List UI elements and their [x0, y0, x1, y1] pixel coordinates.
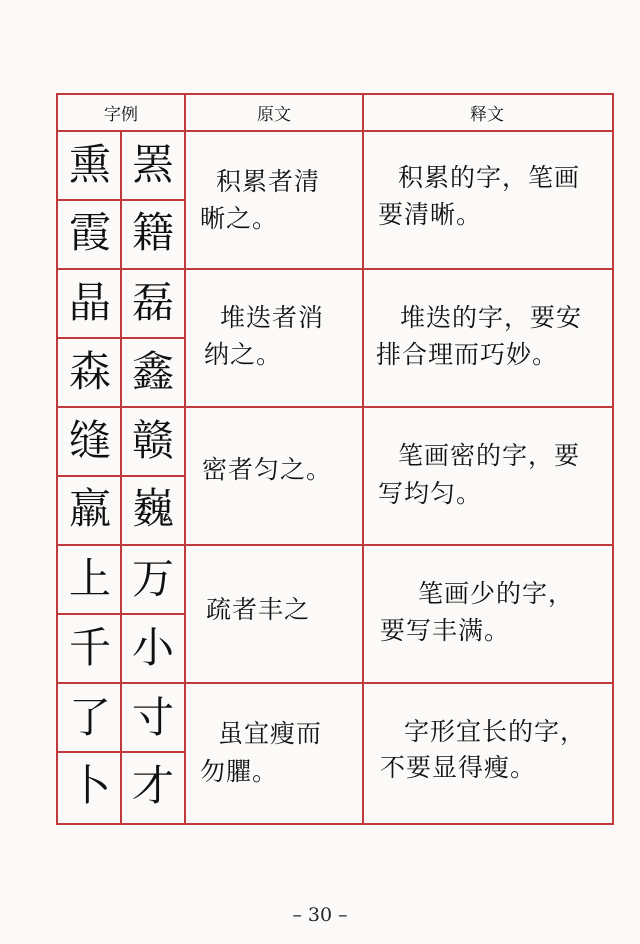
row-divider: [56, 268, 612, 270]
explanation-text-line: 要写丰满。: [380, 616, 511, 645]
explanation-text-line: 要清晰。: [378, 200, 483, 229]
example-char: 磊: [131, 278, 174, 327]
header-divider: [56, 130, 612, 132]
original-text-line: 纳之。: [204, 340, 283, 369]
example-char: 才: [131, 761, 174, 810]
example-char: 上: [68, 554, 111, 603]
explanation-text-line: 堆迭的字，要安: [400, 303, 583, 332]
example-char: 赣: [131, 416, 174, 465]
original-text-line: 疏者丰之: [206, 595, 311, 624]
original-text-line: 堆迭者消: [220, 303, 325, 332]
original-text-line: 晰之。: [200, 204, 279, 233]
table-border-left: [56, 93, 58, 825]
original-text-line: 积累者清: [216, 167, 321, 196]
example-char: 巍: [131, 484, 174, 533]
row-divider: [56, 544, 612, 546]
explanation-text-line: 字形宜长的字，: [404, 717, 587, 746]
header-explanation: 释文: [470, 104, 504, 125]
original-text-line: 虽宜瘦而: [218, 719, 323, 748]
row-divider: [56, 406, 612, 408]
example-char: 罴: [131, 140, 174, 189]
example-char: 羸: [68, 484, 111, 533]
example-char: 小: [131, 623, 174, 672]
example-subrow-divider: [56, 613, 184, 615]
example-subrow-divider: [56, 751, 184, 753]
example-char: 籍: [131, 208, 174, 257]
example-char: 卜: [68, 761, 111, 810]
explanation-text-line: 笔画密的字，要: [398, 441, 581, 470]
example-char: 熏: [68, 140, 111, 189]
example-char: 鑫: [131, 347, 174, 396]
explanation-text-line: 积累的字，笔画: [398, 163, 581, 192]
explanation-text-line: 写均匀。: [378, 479, 483, 508]
example-char: 森: [68, 347, 111, 396]
table-border-right: [612, 93, 614, 825]
row-divider: [56, 682, 612, 684]
example-char: 寸: [131, 693, 174, 742]
explanation-text-line: 排合理而巧妙。: [376, 340, 559, 369]
header-examples: 字例: [104, 104, 138, 125]
table-border-bottom: [56, 823, 612, 825]
example-char: 万: [131, 554, 174, 603]
example-char: 缝: [68, 416, 111, 465]
page-number: – 30 –: [292, 904, 348, 926]
explanation-text-line: 笔画少的字，: [418, 579, 575, 608]
example-char: 千: [68, 623, 111, 672]
example-subrow-divider: [56, 337, 184, 339]
column-divider: [184, 93, 186, 823]
example-char: 了: [68, 693, 111, 742]
example-char: 霞: [68, 208, 111, 257]
column-divider: [362, 93, 364, 823]
original-text-line: 勿臞。: [200, 757, 279, 786]
example-char: 晶: [68, 278, 111, 327]
header-original: 原文: [257, 104, 291, 125]
explanation-text-line: 不要显得瘦。: [380, 753, 537, 782]
original-text-line: 密者匀之。: [202, 455, 333, 484]
